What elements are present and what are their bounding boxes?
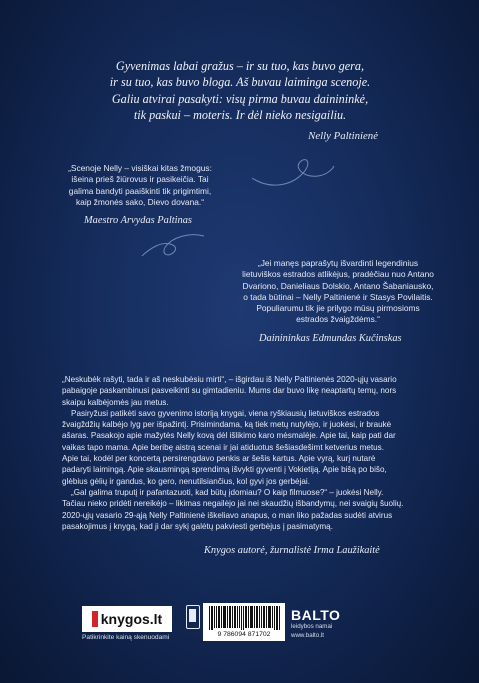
main-quote [40, 58, 440, 124]
quote-left-line: išeina prieš žiūrovus ir pasikeičia. Tai [71, 174, 209, 185]
body-line: „Gal galima truputį ir pafantazuoti, kad būtų įdomiau? O kaip filmuose?“ – juokėsi Nelly. [62, 487, 384, 497]
body-line: Apie tai, kodėl per koncertą persirengdavo penkis ar šešis kartus. Apie vyrą, kurį nutarė [62, 454, 376, 464]
knygos-lt-logo[interactable] [82, 606, 172, 632]
body-line: Pasiryžusi patikėti savo gyvenimo istoriją knygai, viena ryškiausių lietuviškos estrados [62, 408, 380, 418]
body-line: skaipu kalbėjomės jau metus. [62, 397, 169, 407]
knygos-logo-text: knygos.lt [100, 611, 163, 627]
phone-scan-icon [186, 605, 200, 629]
quote-left-line: kaip žmonės sako, Dievo dovana.“ [75, 196, 205, 207]
body-line: pabaigoje paskambinusi pasveikinti su gimtadieniu. Mums dar buvo likę neaptartų temų, nors [62, 386, 397, 396]
balto-logo: BALTO [291, 607, 341, 623]
main-quote-signature: Nelly Paltinienė [308, 130, 378, 142]
back-cover-body [62, 374, 422, 532]
quote-left-signature: Maestro Arvydas Paltinas [84, 215, 192, 226]
knygos-logo-mark-icon [92, 611, 98, 627]
quote-right-line: lietuviškos estrados atlikėjus, pradėčiau nuo Antano [242, 269, 434, 280]
quote-right-line: Populiarumu tik jie prilygo mūsų pirmosioms [256, 303, 420, 314]
body-line: žvaigždžių kalbėjo lyg per išpažintį. Prisimindama, ką tiek metų nutylėjo, ir juokėsi, ir braukė [62, 420, 392, 430]
flourish-ornament-middle [138, 232, 208, 260]
body-line: 2020-ųjų vasario 29-ąją Nelly Paltinienė iškeliavo anapus, o man liko pažadas sudėti atvirus [62, 510, 393, 520]
body-line: glėbius gėlių ir gandus, ko gero, nenutilsiančius, kol gyvi jos gerbėjai. [62, 476, 310, 486]
main-quote-line: ir su tuo, kas buvo bloga. Aš buvau laiminga scenoje. [109, 75, 371, 90]
main-quote-line: tik paskui – moteris. Ir dėl nieko nesigailiu. [133, 108, 347, 123]
quote-right-line: estrados žvaigždėms.“ [296, 314, 380, 325]
body-line: Tačiau nieko pridėti nereikėjo – likimas negailėjo jai nei skaudžių išbandymų, nei svaigių šuolių. [62, 499, 404, 509]
balto-subtitle: leidybos namai [291, 623, 333, 630]
body-line: pasakojimus į knygą, kad ji dar sykį galėtų pakviesti gerbėjus į pasimatymą. [62, 521, 333, 531]
main-quote-line: Gyvenimas labai gražus – ir su tuo, kas buvo gera, [115, 59, 365, 73]
body-line: vaikas tapo mama. Apie beribę aistrą scenai ir jai atiduotus šešiasdešimt ketverius metus. [62, 442, 384, 452]
quote-left-line: „Scenoje Nelly – visiškai kitas žmogus: [68, 163, 212, 173]
quote-left-line: galima bandyti paaiškinti tik prigimtimi, [68, 185, 212, 196]
quote-right-line: o tada būtinai – Nelly Paltinienė ir Stasys Povilaitis. [243, 291, 433, 302]
body-line: ašaras. Pasakojo apie mažytės Nelly kovą dėl išlikimo karo mėsmalėje. Apie tai, kaip pati dar [62, 431, 396, 441]
quote-right-line: „Jei manęs paprašytų išvardinti legendinius [257, 258, 419, 268]
knygos-caption: Patikrinkite kainą skenuodami [82, 634, 170, 641]
quote-right [238, 258, 438, 326]
quote-right-signature: Dainininkas Edmundas Kučinskas [259, 333, 402, 344]
balto-url[interactable]: www.balto.lt [291, 632, 325, 639]
body-line: padaryti laimingą. Apie skausmingą sprendimą išvykti gyventi į Vokietiją. Apie bišą po bišo, [62, 465, 387, 475]
flourish-ornament-top [248, 150, 338, 190]
barcode-number: 9 786094 871702 [217, 631, 271, 638]
body-line: „Neskubėk rašyti, tada ir aš neskubėsiu mirti“, – išgirdau iš Nelly Paltinienės 2020-ųjų vasario [62, 375, 397, 384]
author-signature: Knygos autorė, žurnalistė Irma Laužikaitė [204, 545, 380, 556]
main-quote-line: Galiu atvirai pasakyti: visų pirma buvau dainininkė, [111, 91, 369, 106]
quote-right-line: Dvariono, Danieliaus Dolskio, Antano Šabaniausko, [242, 280, 434, 291]
quote-left [60, 163, 220, 208]
